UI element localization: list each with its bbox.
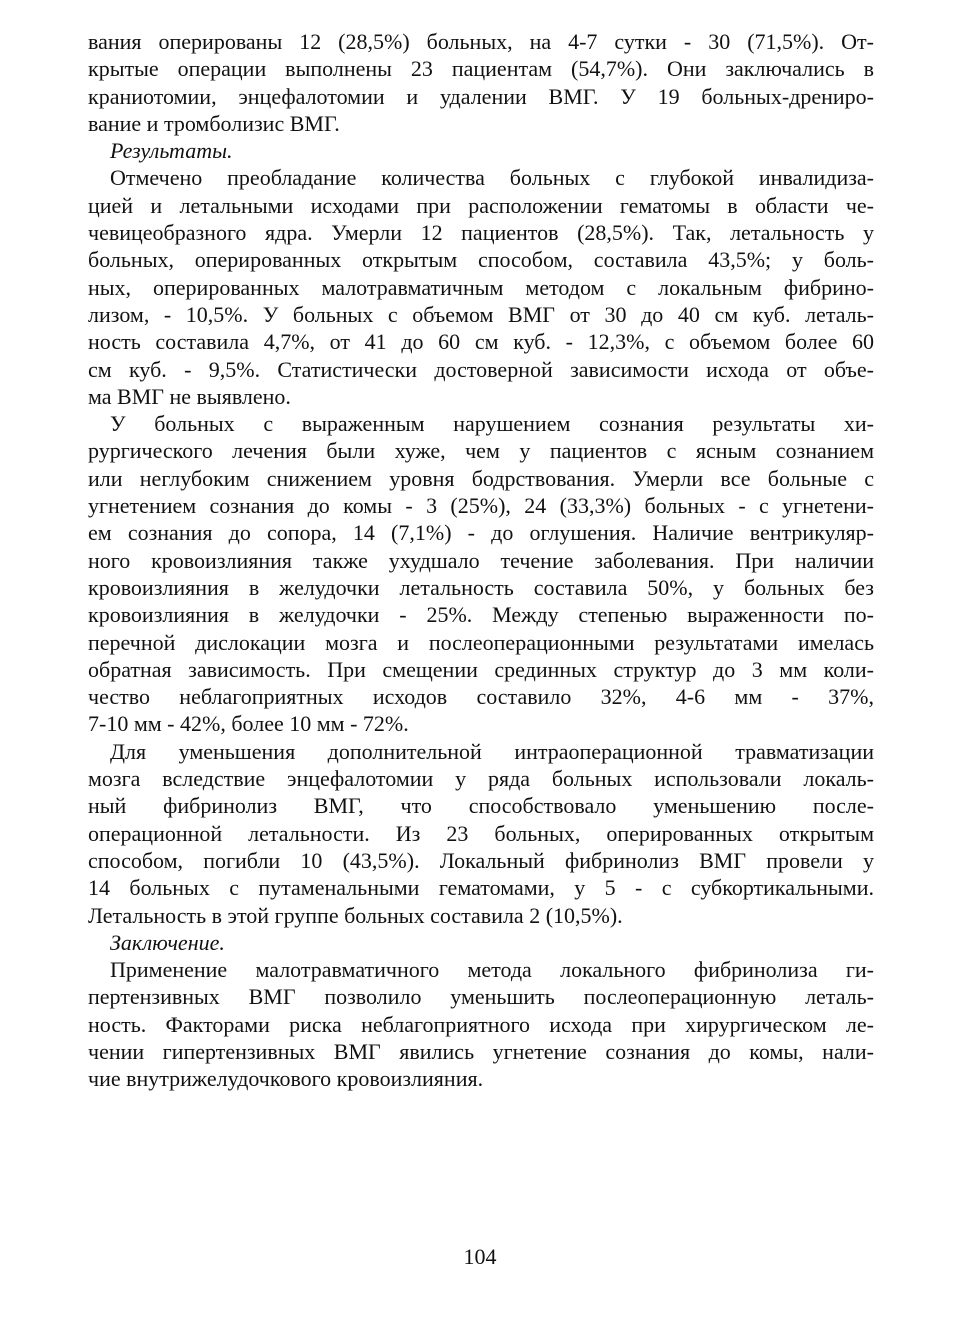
text-line: ем сознания до сопора, 14 (7,1%) - до оглушения. Наличие вентрикуляр- bbox=[88, 520, 874, 546]
text-line: обратная зависимость. При смещении срединных структур до 3 мм коли- bbox=[88, 656, 874, 682]
text-line: кровоизлияния в желудочки - 25%. Между степенью выраженности по- bbox=[88, 602, 874, 628]
text-line: перечной дислокации мозга и послеоперационными результатами имелась bbox=[88, 629, 874, 655]
text-line: У больных с выраженным нарушением сознания результаты хи- bbox=[110, 411, 874, 437]
page-body bbox=[88, 28, 874, 1093]
paragraph-results-1 bbox=[88, 164, 874, 410]
page-number: 104 bbox=[463, 1244, 497, 1269]
text-line: 7-10 мм - 42%, более 10 мм - 72%. bbox=[88, 711, 409, 737]
text-line: пертензивных ВМГ позволило уменьшить послеоперационную леталь- bbox=[88, 984, 874, 1010]
text-line: ного кровоизлияния также ухудшало течение заболевания. При наличии bbox=[88, 547, 874, 573]
section-heading-conclusion bbox=[88, 929, 874, 956]
text-line: или неглубоким снижением уровня бодрствования. Умерли все больные с bbox=[88, 465, 874, 491]
heading-text: Заключение. bbox=[110, 929, 225, 955]
text-line: Для уменьшения дополнительной интраоперационной травматизации bbox=[110, 738, 874, 764]
text-line: вания оперированы 12 (28,5%) больных, на 4-7 сутки - 30 (71,5%). От- bbox=[88, 29, 874, 54]
text-line: угнетением сознания до комы - 3 (25%), 24 (33,3%) больных - с угнетени- bbox=[88, 493, 874, 519]
paragraph-results-2 bbox=[88, 410, 874, 738]
text-line: чении гипертензивных ВМГ явились угнетение сознания до комы, нали- bbox=[88, 1038, 874, 1064]
text-line: ный фибринолиз ВМГ, что способствовало уменьшению после- bbox=[88, 793, 874, 819]
text-line: вание и тромболизис ВМГ. bbox=[88, 110, 340, 136]
text-line: краниотомии, энцефалотомии и удалении ВМГ. У 19 больных-дрениро- bbox=[88, 83, 874, 109]
text-line: чие внутрижелудочкового кровоизлияния. bbox=[88, 1066, 484, 1092]
text-line: ных, оперированных малотравматичным методом с локальным фибрино- bbox=[88, 274, 874, 300]
text-line: рургического лечения были хуже, чем у пациентов с ясным сознанием bbox=[88, 438, 874, 464]
text-line: больных, оперированных открытым способом, составила 43,5%; у боль- bbox=[88, 247, 874, 273]
text-line: операционной летальности. Из 23 больных, оперированных открытым bbox=[88, 820, 874, 846]
text-line: Отмечено преобладание количества больных с глубокой инвалидиза- bbox=[110, 165, 874, 191]
paragraph-conclusion bbox=[88, 956, 874, 1092]
text-line: цией и летальными исходами при расположении гематомы в области че- bbox=[88, 192, 874, 218]
text-line: крытые операции выполнены 23 пациентам (54,7%). Они заключались в bbox=[88, 56, 874, 82]
paragraph-continuation bbox=[88, 28, 874, 137]
text-line: ность. Факторами риска неблагоприятного исхода при хирургическом ле- bbox=[88, 1011, 874, 1037]
text-line: 14 больных с путаменальными гематомами, у 5 - с субкортикальными. bbox=[88, 875, 874, 901]
heading-text: Результаты. bbox=[110, 138, 233, 164]
text-line: чевицеобразного ядра. Умерли 12 пациентов (28,5%). Так, летальность у bbox=[88, 220, 874, 246]
section-heading-results bbox=[88, 137, 874, 164]
text-line: мозга вследствие энцефалотомии у ряда больных использовали локаль- bbox=[88, 766, 874, 792]
paragraph-results-3 bbox=[88, 738, 874, 929]
text-line: Летальность в этой группе больных составила 2 (10,5%). bbox=[88, 902, 623, 928]
text-line: способом, погибли 10 (43,5%). Локальный фибринолиз ВМГ провели у bbox=[88, 847, 874, 873]
text-line: лизом, - 10,5%. У больных с объемом ВМГ от 30 до 40 см куб. леталь- bbox=[88, 301, 874, 327]
text-line: ность составила 4,7%, от 41 до 60 см куб. - 12,3%, с объемом более 60 bbox=[88, 329, 874, 355]
text-line: Применение малотравматичного метода локального фибринолиза ги- bbox=[110, 957, 874, 983]
text-line: кровоизлияния в желудочки летальность составила 50%, у больных без bbox=[88, 574, 874, 600]
text-line: чество неблагоприятных исходов составило 32%, 4-6 мм - 37%, bbox=[88, 684, 874, 710]
text-line: ма ВМГ не выявлено. bbox=[88, 383, 291, 409]
text-line: см куб. - 9,5%. Статистически достоверной зависимости исхода от объе- bbox=[88, 356, 874, 382]
